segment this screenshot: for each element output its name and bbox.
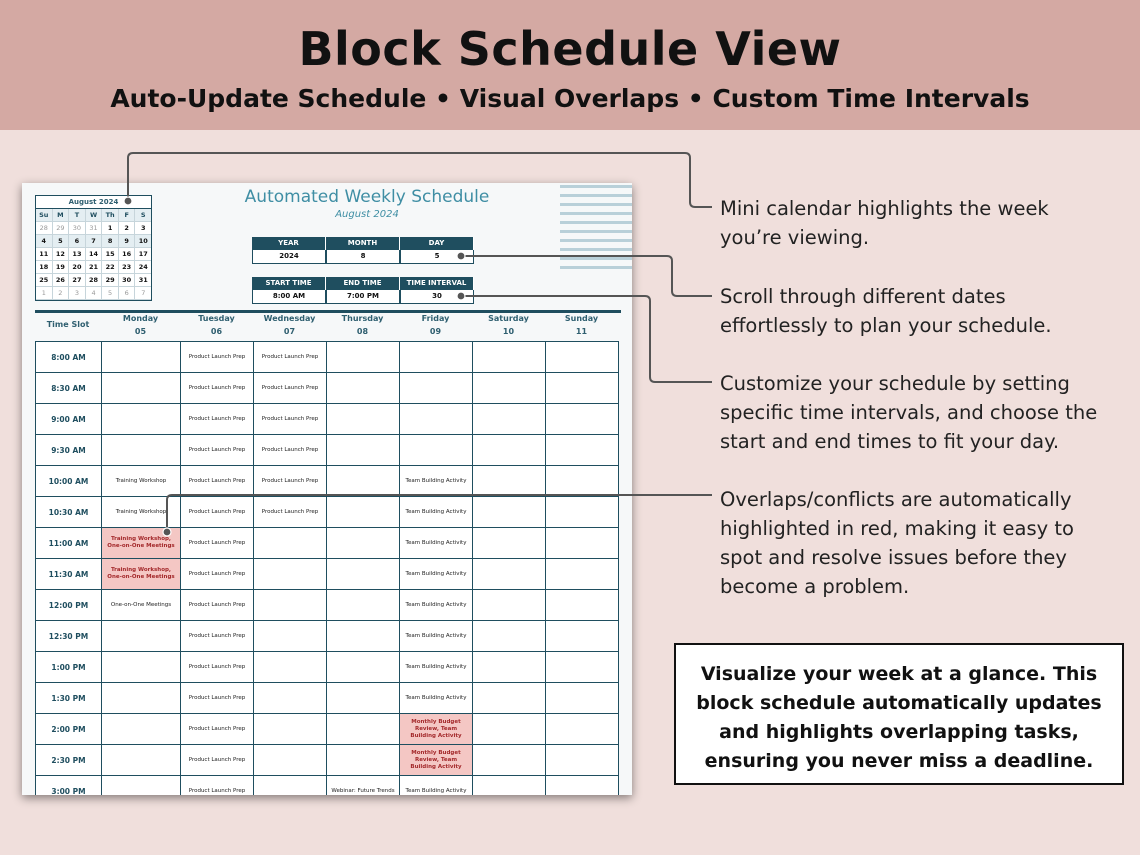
- day-number: 10: [502, 327, 515, 336]
- calendar-day[interactable]: 14: [86, 248, 103, 261]
- connector-calendar: [128, 153, 712, 207]
- day-number: 09: [429, 327, 442, 336]
- calendar-day[interactable]: 20: [69, 261, 86, 274]
- summary-line: block schedule automatically updates: [696, 692, 1102, 714]
- calendar-day[interactable]: 27: [69, 274, 86, 287]
- schedule-cell[interactable]: Product Launch Prep: [181, 745, 254, 775]
- schedule-cell[interactable]: One-on-One Meetings: [102, 590, 181, 620]
- schedule-cell[interactable]: Webinar: Future Trends: [327, 776, 400, 795]
- day-name: Tuesday: [198, 314, 235, 323]
- month-input[interactable]: 8: [326, 250, 400, 264]
- calendar-day[interactable]: 31: [135, 274, 151, 287]
- connector-dot: [457, 252, 465, 260]
- schedule-cell[interactable]: Team Building Activity: [400, 559, 473, 589]
- schedule-cell[interactable]: Team Building Activity: [400, 590, 473, 620]
- time-slot: 2:30 PM: [36, 745, 102, 775]
- calendar-day[interactable]: 28: [86, 274, 103, 287]
- schedule-cell[interactable]: Product Launch Prep: [181, 435, 254, 465]
- calendar-day[interactable]: 25: [36, 274, 53, 287]
- day-name: Monday: [122, 314, 159, 323]
- schedule-cell[interactable]: Product Launch Prep: [254, 404, 327, 434]
- schedule-cell[interactable]: Training Workshop: [102, 466, 181, 496]
- time-slot: 11:00 AM: [36, 528, 102, 558]
- callout-line: become a problem.: [720, 575, 910, 598]
- calendar-day[interactable]: 18: [36, 261, 53, 274]
- calendar-day[interactable]: 31: [86, 222, 103, 235]
- time-slot: 3:00 PM: [36, 776, 102, 795]
- page-subtitle: Auto-Update Schedule • Visual Overlaps • Custom Time Intervals: [110, 84, 1030, 113]
- schedule-cell[interactable]: Product Launch Prep: [181, 559, 254, 589]
- schedule-cell[interactable]: Product Launch Prep: [254, 466, 327, 496]
- year-input[interactable]: 2024: [252, 250, 326, 264]
- day-name: Sunday: [564, 314, 599, 323]
- schedule-cell[interactable]: Team Building Activity: [400, 466, 473, 496]
- time-slot: 10:30 AM: [36, 497, 102, 527]
- calendar-day[interactable]: 2: [53, 287, 70, 300]
- calendar-day[interactable]: 13: [69, 248, 86, 261]
- calendar-day[interactable]: 11: [36, 248, 53, 261]
- schedule-subtitle: August 2024: [335, 209, 399, 220]
- day-number: 07: [283, 327, 296, 336]
- weekday-header: Su: [36, 209, 53, 222]
- time-slot: 2:00 PM: [36, 714, 102, 744]
- callout-line: Overlaps/conflicts are automatically: [720, 488, 1072, 511]
- time-slot: 8:00 AM: [36, 342, 102, 372]
- connector-dot: [124, 197, 132, 205]
- calendar-day[interactable]: 3: [69, 287, 86, 300]
- calendar-day[interactable]: 24: [135, 261, 151, 274]
- connector-dot: [457, 292, 465, 300]
- summary-box: [674, 643, 1124, 785]
- conflict-cell[interactable]: Training Workshop, One-on-One Meetings: [102, 528, 181, 558]
- calendar-day[interactable]: 15: [102, 248, 119, 261]
- schedule-cell[interactable]: Product Launch Prep: [254, 497, 327, 527]
- weekday-header: T: [69, 209, 86, 222]
- summary-line: and highlights overlapping tasks,: [719, 721, 1079, 743]
- calendar-day[interactable]: 30: [119, 274, 136, 287]
- timeslot-header: Time Slot: [46, 320, 90, 329]
- summary-line: ensuring you never miss a deadline.: [704, 750, 1094, 772]
- callout-line: start and end times to fit your day.: [720, 430, 1060, 453]
- schedule-cell[interactable]: Team Building Activity: [400, 652, 473, 682]
- callout-dates: [720, 282, 1052, 340]
- day-label: DAY: [400, 237, 474, 250]
- schedule-cell[interactable]: Product Launch Prep: [254, 373, 327, 403]
- conflict-cell[interactable]: Monthly Budget Review, Team Building Activity: [400, 714, 473, 744]
- schedule-cell[interactable]: Product Launch Prep: [181, 466, 254, 496]
- calendar-day[interactable]: 2: [119, 222, 136, 235]
- schedule-cell[interactable]: Team Building Activity: [400, 621, 473, 651]
- time-slot: 1:00 PM: [36, 652, 102, 682]
- calendar-day[interactable]: 5: [53, 235, 70, 248]
- day-name: Thursday: [341, 314, 384, 323]
- mini-calendar-title: August 2024: [36, 196, 151, 209]
- conflict-cell[interactable]: Monthly Budget Review, Team Building Activity: [400, 745, 473, 775]
- calendar-day[interactable]: 8: [102, 235, 119, 248]
- schedule-cell[interactable]: Team Building Activity: [400, 497, 473, 527]
- schedule-cell[interactable]: Product Launch Prep: [181, 590, 254, 620]
- weekday-header: W: [86, 209, 103, 222]
- connector-dates: [462, 256, 712, 296]
- calendar-day[interactable]: 29: [102, 274, 119, 287]
- calendar-day[interactable]: 21: [86, 261, 103, 274]
- schedule-cell[interactable]: Product Launch Prep: [181, 342, 254, 372]
- calendar-day[interactable]: 1: [102, 222, 119, 235]
- time-slot: 9:00 AM: [36, 404, 102, 434]
- callout-overlap: [720, 485, 1074, 601]
- calendar-day[interactable]: 23: [119, 261, 136, 274]
- time-slot: 8:30 AM: [36, 373, 102, 403]
- day-number: 08: [356, 327, 369, 336]
- schedule-cell[interactable]: Product Launch Prep: [181, 683, 254, 713]
- calendar-day[interactable]: 19: [53, 261, 70, 274]
- schedule-cell[interactable]: Product Launch Prep: [181, 776, 254, 795]
- connector-overlap: [167, 495, 712, 532]
- calendar-day[interactable]: 17: [135, 248, 151, 261]
- schedule-title: Automated Weekly Schedule: [244, 187, 490, 207]
- schedule-cell[interactable]: Product Launch Prep: [254, 435, 327, 465]
- callout-line: you’re viewing.: [720, 226, 870, 249]
- start-time-label: START TIME: [252, 277, 326, 290]
- callout-line: spot and resolve issues before they: [720, 546, 1067, 569]
- calendar-day[interactable]: 6: [69, 235, 86, 248]
- callout-line: Mini calendar highlights the week: [720, 197, 1049, 220]
- year-label: YEAR: [252, 237, 326, 250]
- schedule-cell[interactable]: Team Building Activity: [400, 683, 473, 713]
- summary-line: Visualize your week at a glance. This: [700, 663, 1098, 685]
- schedule-cell[interactable]: Team Building Activity: [400, 528, 473, 558]
- day-name: Wednesday: [263, 314, 316, 323]
- calendar-day[interactable]: 26: [53, 274, 70, 287]
- conflict-cell[interactable]: Training Workshop, One-on-One Meetings: [102, 559, 181, 589]
- page-title: Block Schedule View: [298, 22, 842, 76]
- calendar-day[interactable]: 10: [135, 235, 151, 248]
- calendar-day[interactable]: 16: [119, 248, 136, 261]
- month-label: MONTH: [326, 237, 400, 250]
- calendar-day[interactable]: 1: [36, 287, 53, 300]
- calendar-day[interactable]: 4: [86, 287, 103, 300]
- callout-line: Scroll through different dates: [720, 285, 1006, 308]
- calendar-day[interactable]: 3: [135, 222, 151, 235]
- callout-line: highlighted in red, making it easy to: [720, 517, 1074, 540]
- schedule-cell[interactable]: Product Launch Prep: [254, 342, 327, 372]
- calendar-day[interactable]: 29: [53, 222, 70, 235]
- time-slot: 12:00 PM: [36, 590, 102, 620]
- day-input[interactable]: 5: [400, 250, 474, 264]
- calendar-day[interactable]: 28: [36, 222, 53, 235]
- day-number: 11: [575, 327, 588, 336]
- day-name: Saturday: [488, 314, 529, 323]
- callout-calendar: [720, 194, 1049, 252]
- calendar-day[interactable]: 9: [119, 235, 136, 248]
- calendar-day[interactable]: 5: [102, 287, 119, 300]
- calendar-day[interactable]: 6: [119, 287, 136, 300]
- callout-line: effortlessly to plan your schedule.: [720, 314, 1052, 337]
- calendar-day[interactable]: 22: [102, 261, 119, 274]
- schedule-cell[interactable]: Training Workshop: [102, 497, 181, 527]
- callout-line: Customize your schedule by setting: [720, 372, 1070, 395]
- time-slot: 12:30 PM: [36, 621, 102, 651]
- time-slot: 9:30 AM: [36, 435, 102, 465]
- schedule-cell[interactable]: Product Launch Prep: [181, 652, 254, 682]
- schedule-cell[interactable]: Product Launch Prep: [181, 373, 254, 403]
- calendar-day[interactable]: 12: [53, 248, 70, 261]
- time-slot: 1:30 PM: [36, 683, 102, 713]
- time-slot: 10:00 AM: [36, 466, 102, 496]
- calendar-day[interactable]: 4: [36, 235, 53, 248]
- schedule-cell[interactable]: Product Launch Prep: [181, 528, 254, 558]
- time-interval-input[interactable]: 30: [400, 290, 474, 304]
- schedule-cell[interactable]: Product Launch Prep: [181, 497, 254, 527]
- callout-interval: [720, 369, 1097, 456]
- calendar-day[interactable]: 7: [135, 287, 151, 300]
- calendar-day[interactable]: 7: [86, 235, 103, 248]
- weekday-header: S: [135, 209, 151, 222]
- schedule-cell[interactable]: Product Launch Prep: [181, 621, 254, 651]
- day-name: Friday: [421, 314, 450, 323]
- day-number: 05: [134, 327, 147, 336]
- start-time-input[interactable]: 8:00 AM: [252, 290, 326, 304]
- weekday-header: F: [119, 209, 136, 222]
- schedule-cell[interactable]: Product Launch Prep: [181, 714, 254, 744]
- schedule-cell[interactable]: Product Launch Prep: [181, 404, 254, 434]
- weekday-header: M: [53, 209, 70, 222]
- weekday-header: Th: [102, 209, 119, 222]
- schedule-cell[interactable]: Team Building Activity: [400, 776, 473, 795]
- day-number: 06: [210, 327, 223, 336]
- connector-interval: [462, 296, 712, 382]
- time-slot: 11:30 AM: [36, 559, 102, 589]
- end-time-input[interactable]: 7:00 PM: [326, 290, 400, 304]
- calendar-day[interactable]: 30: [69, 222, 86, 235]
- callout-line: specific time intervals, and choose the: [720, 401, 1098, 424]
- connector-dot: [163, 528, 171, 536]
- end-time-label: END TIME: [326, 277, 400, 290]
- time-interval-label: TIME INTERVAL: [400, 277, 474, 290]
